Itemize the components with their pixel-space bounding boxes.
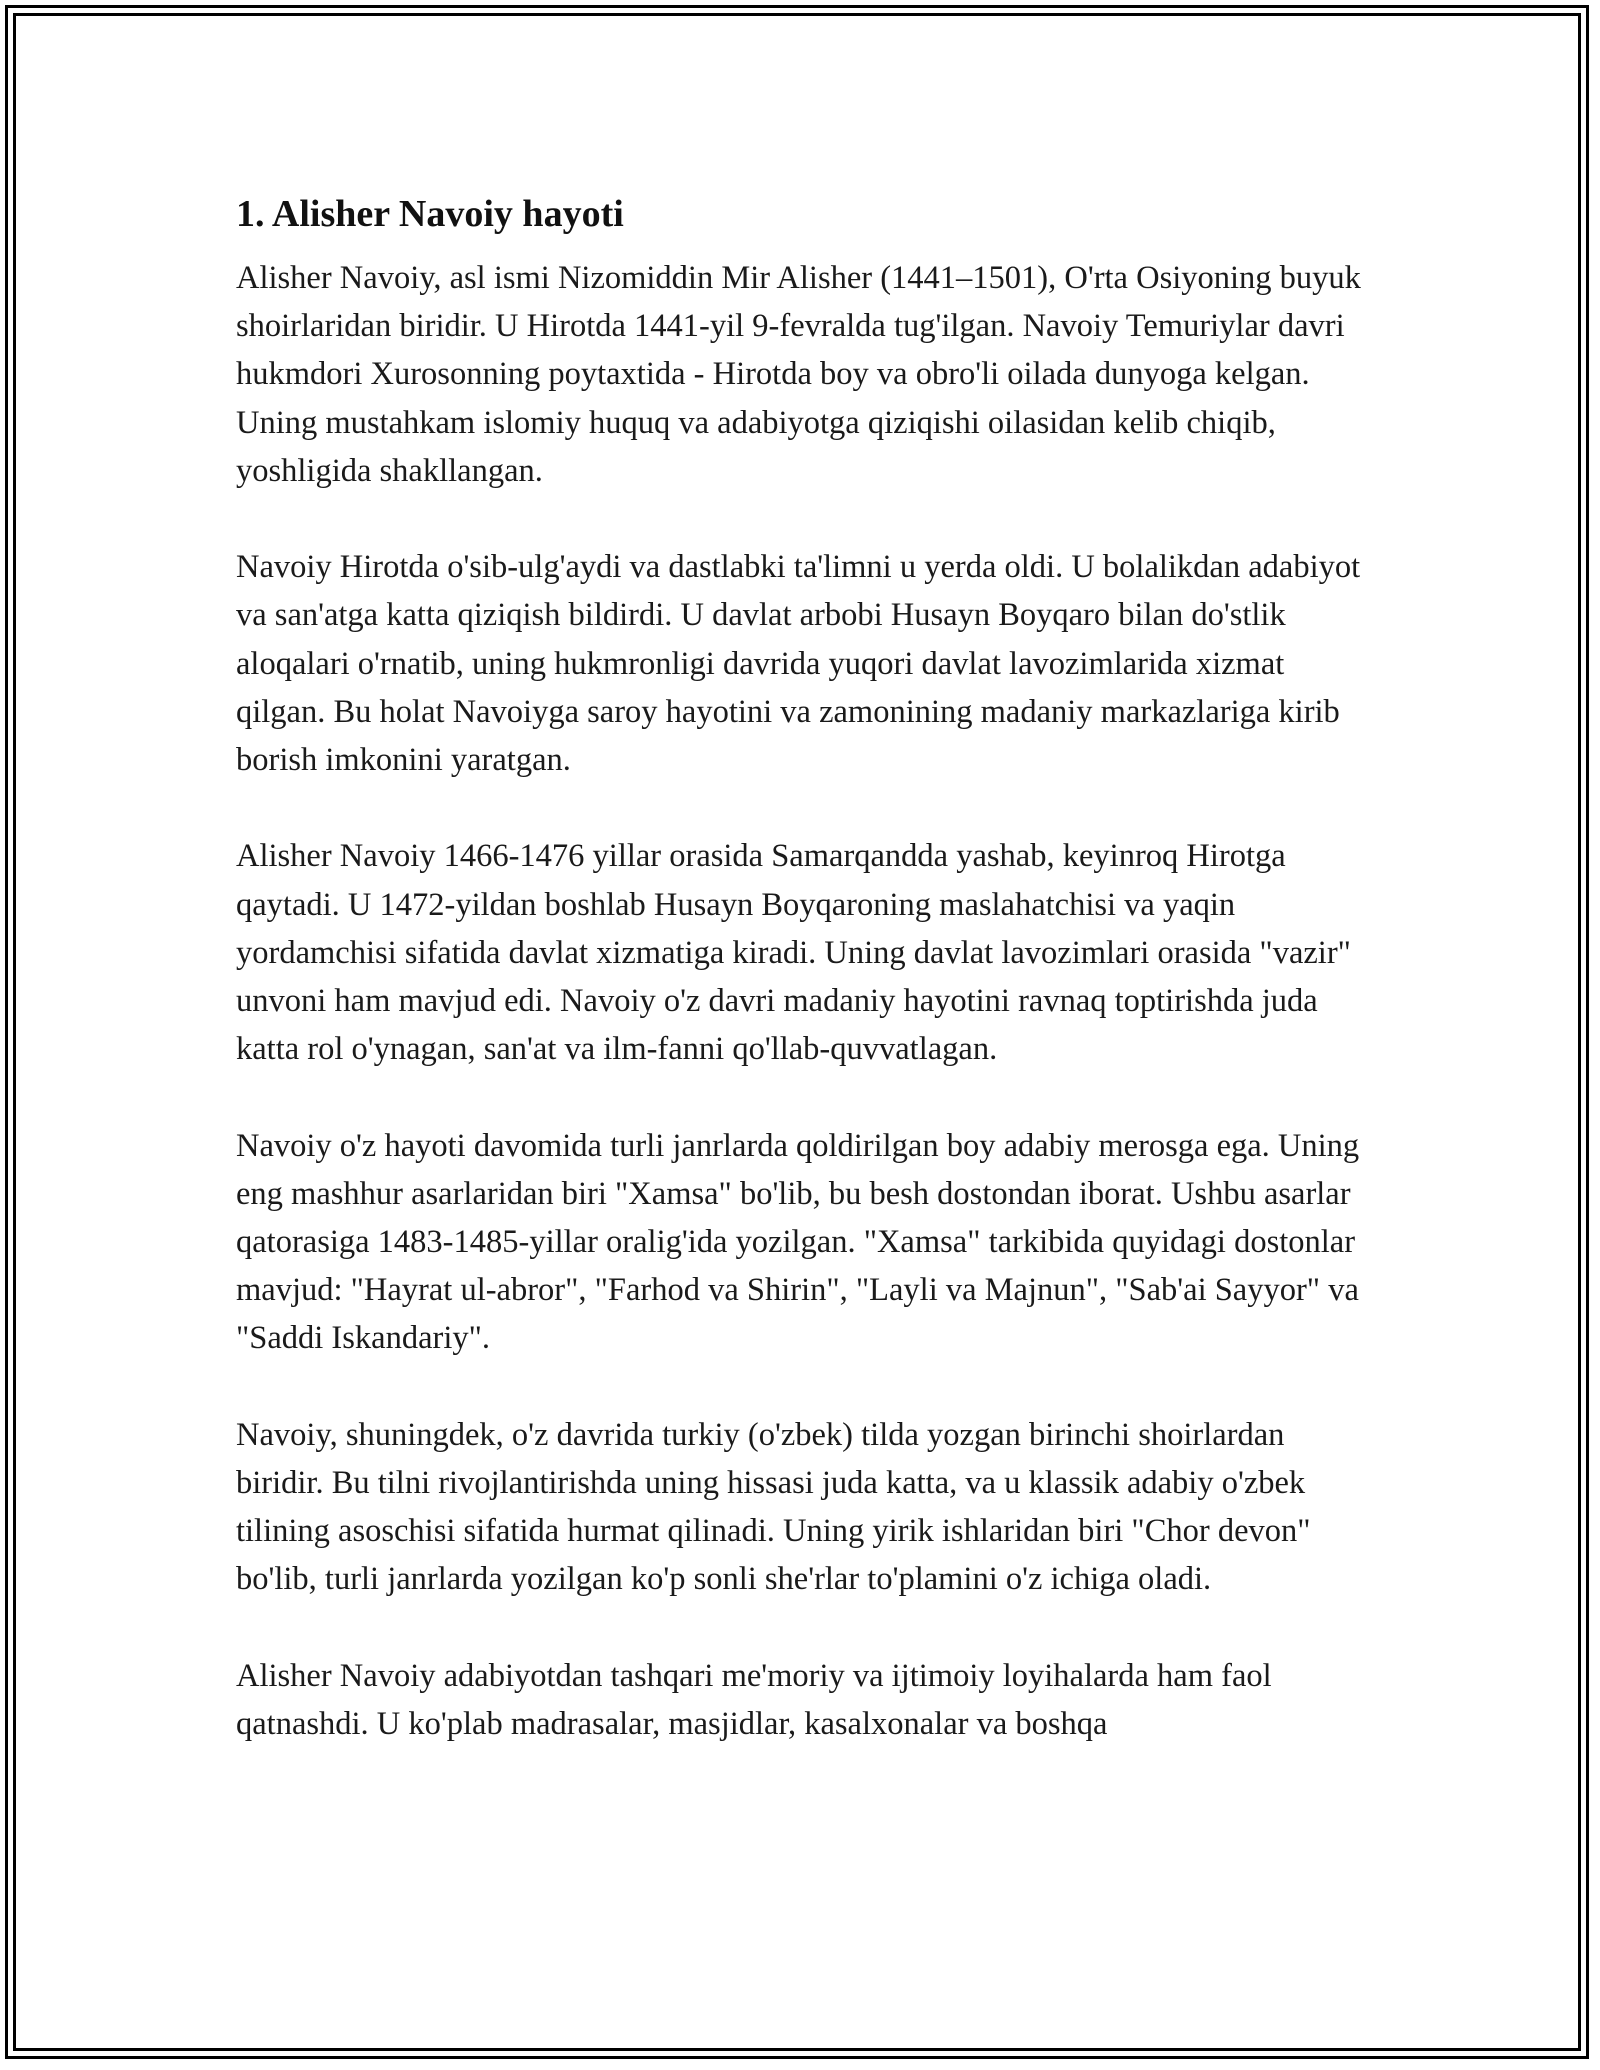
paragraph-2: Navoiy Hirotda o'sib-ulg'aydi va dastlabki ta'limni u yerda oldi. U bolalikdan adabiyot va san'atga katta qiziqish bildirdi. U davlat arbobi Husayn Boyqaro bilan do'stlik aloqalari o'rnatib, uning hukmronligi davrida yuqori davlat lavozimlarida xizmat qilgan. Bu holat Navoiyga saroy hayotini va zamonining madaniy markazlariga kirib borish imkonini yaratgan. [236, 549, 1361, 779]
paragraph-6: Alisher Navoiy adabiyotdan tashqari me'moriy va ijtimoiy loyihalarda ham faol qatnashdi. U ko'plab madrasalar, masjidlar, kasalxonalar va boshqa [236, 1657, 1272, 1743]
paragraph-4: Navoiy o'z hayoti davomida turli janrlarda qoldirilgan boy adabiy merosga ega. Uning eng mashhur asarlaridan biri "Xamsa" bo'lib, bu besh dostondan iborat. Ushbu asarlar qatorasiga 1483-1485-yillar oralig'ida yozilgan. "Xamsa" tarkibida quyidagi dostonlar mavjud: "Hayrat ul-abror", "Farhod va Shirin", "Layli va Majnun", "Sab'ai Sayyor" va "Saddi Iskandariy". [236, 1127, 1360, 1357]
paragraph-3: Alisher Navoiy 1466-1476 yillar orasida Samarqandda yashab, keyinroq Hirotga qaytadi. U 1472-yildan boshlab Husayn Boyqaroning maslahatchisi va yaqin yordamchisi sifatida davlat xizmatiga kiradi. Uning davlat lavozimlari orasida "vazir" unvoni ham mavjud edi. Navoiy o'z davri madaniy hayotini ravnaq toptirishda juda katta rol o'ynagan, san'at va ilm-fanni qo'llab-quvvatlagan. [236, 838, 1351, 1068]
paragraph-5: Navoiy, shuningdek, o'z davrida turkiy (o'zbek) tilda yozgan birinchi shoirlardan biridir. Bu tilni rivojlantirishda uning hissasi juda katta, va u klassik adabiy o'zbek tilining asoschisi sifatida hurmat qilinadi. Uning yirik ishlaridan biri "Chor devon" bo'lib, turli janrlarda yozilgan ko'p sonli she'rlar to'plamini o'z ichiga oladi. [236, 1416, 1311, 1598]
document-body [236, 186, 1376, 1796]
paragraph-1: Alisher Navoiy, asl ismi Nizomiddin Mir Alisher (1441–1501), O'rta Osiyoning buyuk shoirlaridan biridir. U Hirotda 1441-yil 9-fevralda tug'ilgan. Navoiy Temuriylar davri hukmdori Xurosonning poytaxtida - Hirotda boy va obro'li oilada dunyoga kelgan. Uning mustahkam islomiy huquq va adabiyotga qiziqishi oilasidan kelib chiqib, yoshligida shakllangan. [236, 260, 1361, 489]
section-heading: 1. Alisher Navoiy hayoti [236, 193, 624, 235]
